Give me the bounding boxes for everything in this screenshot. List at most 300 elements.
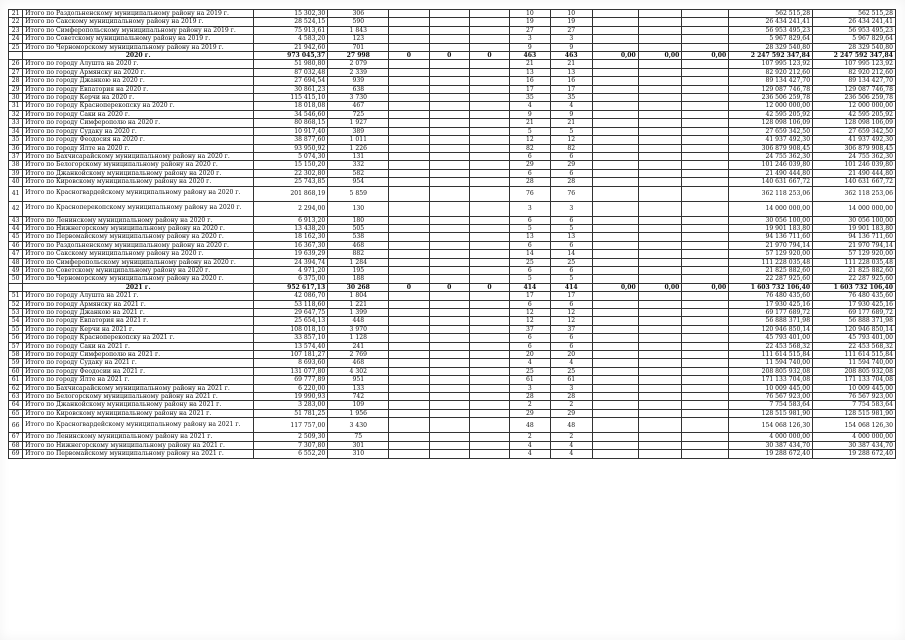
cell-col5 — [389, 136, 429, 144]
cell-residents: 882 — [328, 250, 389, 258]
cell-col7 — [469, 309, 509, 317]
cell-col7 — [469, 68, 509, 76]
cell-col10 — [593, 300, 639, 308]
cell-area: 4 971,20 — [254, 266, 328, 274]
cell-col11 — [638, 127, 682, 135]
cell-area: 15 302,30 — [254, 10, 328, 18]
cell-col5 — [389, 224, 429, 232]
cell-residents: 1 128 — [328, 334, 389, 342]
cell-buildings-total: 28 — [550, 178, 592, 186]
table-row — [9, 384, 896, 392]
cell-residents: 30 268 — [328, 283, 389, 291]
cell-cost: 128 098 106,09 — [729, 119, 813, 127]
data-table — [8, 9, 896, 459]
row-name: Итого по Ленинскому муниципальному району на 2021 г. — [23, 433, 254, 441]
cell-area: 13 438,20 — [254, 224, 328, 232]
cell-col5 — [389, 384, 429, 392]
table-row — [9, 250, 896, 258]
row-name: Итого по Советскому муниципальному району на 2019 г. — [23, 35, 254, 43]
cell-cost-total: 7 754 583,64 — [813, 401, 896, 409]
cell-col10 — [593, 94, 639, 102]
cell-cost: 111 228 035,48 — [729, 258, 813, 266]
table-row — [9, 43, 896, 51]
cell-col12 — [682, 300, 729, 308]
cell-buildings-total: 6 — [550, 152, 592, 160]
table-row — [9, 68, 896, 76]
cell-buildings: 2 — [510, 433, 550, 441]
cell-buildings-total: 61 — [550, 376, 592, 384]
cell-area: 42 086,70 — [254, 292, 328, 300]
cell-col5 — [389, 418, 429, 433]
cell-buildings: 17 — [510, 292, 550, 300]
cell-buildings: 5 — [510, 127, 550, 135]
cell-buildings: 4 — [510, 441, 550, 449]
cell-cost-total: 30 056 100,00 — [813, 216, 896, 224]
row-number: 47 — [9, 250, 23, 258]
cell-col6 — [429, 178, 469, 186]
cell-buildings-total: 25 — [550, 258, 592, 266]
cell-buildings-total: 19 — [550, 18, 592, 26]
cell-col12 — [682, 186, 729, 201]
cell-col11 — [638, 18, 682, 26]
cell-col12 — [682, 450, 729, 458]
row-name: 2021 г. — [23, 283, 254, 291]
cell-residents: 131 — [328, 152, 389, 160]
cell-col12 — [682, 119, 729, 127]
cell-buildings: 29 — [510, 161, 550, 169]
row-name: Итого по Раздольненскому муниципальному району на 2019 г. — [23, 10, 254, 18]
cell-col6 — [429, 201, 469, 216]
cell-cost: 89 134 427,70 — [729, 77, 813, 85]
cell-residents: 310 — [328, 450, 389, 458]
cell-col7 — [469, 351, 509, 359]
table-row — [9, 409, 896, 417]
row-number: 61 — [9, 376, 23, 384]
cell-area: 87 032,48 — [254, 68, 328, 76]
row-number: 49 — [9, 266, 23, 274]
cell-col12 — [682, 241, 729, 249]
cell-col11 — [638, 409, 682, 417]
table-row — [9, 136, 896, 144]
table-row — [9, 441, 896, 449]
row-number: 67 — [9, 433, 23, 441]
row-name: Итого по Ленинскому муниципальному району на 2020 г. — [23, 216, 254, 224]
cell-col10 — [593, 418, 639, 433]
cell-area: 115 415,10 — [254, 94, 328, 102]
cell-col12 — [682, 216, 729, 224]
cell-cost-total: 12 000 000,00 — [813, 102, 896, 110]
cell-residents: 954 — [328, 178, 389, 186]
row-name: Итого по городу Саки на 2020 г. — [23, 110, 254, 118]
cell-col10 — [593, 178, 639, 186]
cell-cost-total: 27 659 342,50 — [813, 127, 896, 135]
cell-col6 — [429, 309, 469, 317]
cell-area: 93 950,92 — [254, 144, 328, 152]
cell-buildings-total: 21 — [550, 60, 592, 68]
cell-col10 — [593, 275, 639, 283]
cell-buildings: 21 — [510, 119, 550, 127]
table-row — [9, 127, 896, 135]
cell-buildings: 5 — [510, 224, 550, 232]
cell-col6 — [429, 127, 469, 135]
cell-col12 — [682, 10, 729, 18]
cell-cost: 14 000 000,00 — [729, 201, 813, 216]
cell-col10 — [593, 110, 639, 118]
cell-col11 — [638, 317, 682, 325]
table-row — [9, 110, 896, 118]
table-row — [9, 241, 896, 249]
cell-buildings: 25 — [510, 367, 550, 375]
cell-residents: 582 — [328, 169, 389, 177]
cell-area: 107 181,27 — [254, 351, 328, 359]
cell-buildings-total: 17 — [550, 292, 592, 300]
cell-col10 — [593, 450, 639, 458]
row-name: Итого по городу Армянску на 2020 г. — [23, 68, 254, 76]
row-number: 41 — [9, 186, 23, 201]
cell-buildings-total: 82 — [550, 144, 592, 152]
cell-area: 6 913,20 — [254, 216, 328, 224]
cell-cost: 5 967 829,64 — [729, 35, 813, 43]
cell-cost-total: 76 567 923,00 — [813, 393, 896, 401]
cell-col6 — [429, 60, 469, 68]
table-row — [9, 119, 896, 127]
cell-buildings: 9 — [510, 110, 550, 118]
cell-area: 973 045,37 — [254, 52, 328, 60]
cell-cost: 27 659 342,50 — [729, 127, 813, 135]
table-row — [9, 169, 896, 177]
row-number: 25 — [9, 43, 23, 51]
row-name: Итого по городу Евпатория на 2021 г. — [23, 317, 254, 325]
cell-area: 75 913,61 — [254, 26, 328, 34]
cell-col5 — [389, 144, 429, 152]
cell-area: 28 524,15 — [254, 18, 328, 26]
cell-cost-total: 17 930 425,16 — [813, 300, 896, 308]
cell-cost: 17 930 425,16 — [729, 300, 813, 308]
row-name: Итого по Нижнегорскому муниципальному району на 2020 г. — [23, 224, 254, 232]
cell-cost: 56 888 371,98 — [729, 317, 813, 325]
cell-buildings: 13 — [510, 233, 550, 241]
cell-col7 — [469, 110, 509, 118]
cell-buildings-total: 3 — [550, 201, 592, 216]
cell-col11 — [638, 418, 682, 433]
cell-col11: 0,00 — [638, 52, 682, 60]
row-number: 23 — [9, 26, 23, 34]
cell-cost-total: 26 434 241,41 — [813, 18, 896, 26]
cell-col5 — [389, 35, 429, 43]
cell-col6 — [429, 441, 469, 449]
cell-col7: 0 — [469, 283, 509, 291]
cell-col7 — [469, 178, 509, 186]
row-name: Итого по Красноперекопскому муниципальному району на 2020 г. — [23, 201, 254, 216]
cell-buildings: 25 — [510, 258, 550, 266]
cell-col5 — [389, 367, 429, 375]
cell-buildings-total: 16 — [550, 77, 592, 85]
cell-col11 — [638, 325, 682, 333]
table-row — [9, 60, 896, 68]
cell-buildings-total: 13 — [550, 233, 592, 241]
row-number: 26 — [9, 60, 23, 68]
cell-residents: 130 — [328, 201, 389, 216]
row-number: 34 — [9, 127, 23, 135]
row-name: Итого по Джанкойскому муниципальному району на 2021 г. — [23, 401, 254, 409]
cell-buildings-total: 4 — [550, 450, 592, 458]
cell-cost-total: 128 098 106,09 — [813, 119, 896, 127]
cell-col10 — [593, 10, 639, 18]
table-row — [9, 376, 896, 384]
cell-col10 — [593, 393, 639, 401]
cell-col11 — [638, 144, 682, 152]
cell-col6 — [429, 94, 469, 102]
cell-cost-total: 10 009 445,00 — [813, 384, 896, 392]
cell-col10 — [593, 169, 639, 177]
table-row — [9, 367, 896, 375]
table-row — [9, 401, 896, 409]
cell-col6 — [429, 144, 469, 152]
cell-cost-total: 41 937 492,30 — [813, 136, 896, 144]
row-number: 21 — [9, 10, 23, 18]
cell-buildings-total: 4 — [550, 441, 592, 449]
cell-col7 — [469, 384, 509, 392]
cell-col6 — [429, 161, 469, 169]
cell-col11: 0,00 — [638, 283, 682, 291]
cell-cost: 57 129 920,00 — [729, 250, 813, 258]
cell-cost-total: 94 136 711,60 — [813, 233, 896, 241]
cell-col5 — [389, 119, 429, 127]
cell-col10 — [593, 258, 639, 266]
cell-col7 — [469, 152, 509, 160]
cell-buildings-total: 3 — [550, 35, 592, 43]
cell-col6 — [429, 433, 469, 441]
cell-col10 — [593, 351, 639, 359]
row-number: 68 — [9, 441, 23, 449]
cell-buildings-total: 12 — [550, 136, 592, 144]
row-number: 55 — [9, 325, 23, 333]
cell-col6 — [429, 450, 469, 458]
cell-col11 — [638, 201, 682, 216]
cell-area: 18 162,30 — [254, 233, 328, 241]
table-row — [9, 292, 896, 300]
row-name: Итого по городу Джанкою на 2020 г. — [23, 77, 254, 85]
cell-area: 24 394,74 — [254, 258, 328, 266]
cell-col12 — [682, 152, 729, 160]
cell-cost: 28 329 540,80 — [729, 43, 813, 51]
cell-buildings: 35 — [510, 94, 550, 102]
cell-col6 — [429, 351, 469, 359]
cell-cost-total: 1 603 732 106,40 — [813, 283, 896, 291]
cell-col7 — [469, 401, 509, 409]
cell-cost: 26 434 241,41 — [729, 18, 813, 26]
cell-col6 — [429, 384, 469, 392]
cell-buildings: 19 — [510, 18, 550, 26]
cell-col11 — [638, 258, 682, 266]
cell-buildings-total: 5 — [550, 275, 592, 283]
row-number: 43 — [9, 216, 23, 224]
cell-col12 — [682, 224, 729, 232]
cell-col7 — [469, 275, 509, 283]
cell-col12 — [682, 258, 729, 266]
cell-residents: 742 — [328, 393, 389, 401]
cell-cost: 107 995 123,92 — [729, 60, 813, 68]
cell-buildings: 3 — [510, 35, 550, 43]
cell-buildings-total: 6 — [550, 216, 592, 224]
cell-area: 952 617,13 — [254, 283, 328, 291]
cell-col5 — [389, 241, 429, 249]
cell-col11 — [638, 60, 682, 68]
cell-buildings-total: 28 — [550, 393, 592, 401]
cell-residents: 725 — [328, 110, 389, 118]
cell-col6 — [429, 68, 469, 76]
cell-col10 — [593, 161, 639, 169]
cell-cost: 19 901 183,80 — [729, 224, 813, 232]
cell-residents: 109 — [328, 401, 389, 409]
cell-col12 — [682, 376, 729, 384]
cell-area: 10 917,40 — [254, 127, 328, 135]
cell-buildings: 5 — [510, 275, 550, 283]
cell-col11 — [638, 216, 682, 224]
cell-col5 — [389, 152, 429, 160]
cell-residents: 3 970 — [328, 325, 389, 333]
cell-cost-total: 69 177 689,72 — [813, 309, 896, 317]
cell-col5 — [389, 266, 429, 274]
table-row — [9, 309, 896, 317]
cell-residents: 3 730 — [328, 94, 389, 102]
cell-col11 — [638, 450, 682, 458]
cell-residents: 1 399 — [328, 309, 389, 317]
cell-col6 — [429, 102, 469, 110]
cell-buildings-total: 35 — [550, 94, 592, 102]
row-number: 24 — [9, 35, 23, 43]
cell-col10 — [593, 266, 639, 274]
cell-col10 — [593, 144, 639, 152]
cell-col12 — [682, 433, 729, 441]
cell-col6 — [429, 334, 469, 342]
cell-col10 — [593, 201, 639, 216]
cell-col10 — [593, 102, 639, 110]
row-name: Итого по Первомайскому муниципальному району на 2020 г. — [23, 233, 254, 241]
cell-col5 — [389, 216, 429, 224]
cell-cost-total: 2 247 592 347,84 — [813, 52, 896, 60]
cell-col12 — [682, 233, 729, 241]
cell-col5 — [389, 441, 429, 449]
cell-col10 — [593, 35, 639, 43]
table-row — [9, 300, 896, 308]
cell-col5 — [389, 401, 429, 409]
cell-cost: 562 515,28 — [729, 10, 813, 18]
cell-residents: 2 079 — [328, 60, 389, 68]
cell-col7 — [469, 26, 509, 34]
row-name: Итого по Нижнегорскому муниципальному району на 2021 г. — [23, 441, 254, 449]
cell-col10 — [593, 186, 639, 201]
cell-residents: 5 859 — [328, 186, 389, 201]
cell-col11 — [638, 94, 682, 102]
cell-buildings: 16 — [510, 77, 550, 85]
cell-col5 — [389, 169, 429, 177]
cell-cost-total: 562 515,28 — [813, 10, 896, 18]
cell-buildings-total: 21 — [550, 119, 592, 127]
cell-col7 — [469, 94, 509, 102]
row-name: Итого по Симферопольскому муниципальному району на 2020 г. — [23, 258, 254, 266]
cell-residents: 1 956 — [328, 409, 389, 417]
cell-col11 — [638, 26, 682, 34]
cell-col5 — [389, 60, 429, 68]
cell-area: 27 694,54 — [254, 77, 328, 85]
cell-buildings: 37 — [510, 325, 550, 333]
cell-cost-total: 30 387 434,70 — [813, 441, 896, 449]
cell-col12 — [682, 275, 729, 283]
cell-col12 — [682, 309, 729, 317]
cell-col5 — [389, 102, 429, 110]
cell-col5 — [389, 258, 429, 266]
cell-area: 2 294,00 — [254, 201, 328, 216]
cell-cost: 21 825 882,60 — [729, 266, 813, 274]
cell-cost: 7 754 583,64 — [729, 401, 813, 409]
cell-cost-total: 82 920 212,60 — [813, 68, 896, 76]
cell-cost: 111 614 515,84 — [729, 351, 813, 359]
cell-col11 — [638, 367, 682, 375]
cell-residents: 701 — [328, 43, 389, 51]
row-number: 51 — [9, 292, 23, 300]
cell-cost-total: 4 000 000,00 — [813, 433, 896, 441]
cell-col12 — [682, 351, 729, 359]
cell-residents: 241 — [328, 342, 389, 350]
row-number: 30 — [9, 94, 23, 102]
table-row — [9, 85, 896, 93]
cell-col12 — [682, 418, 729, 433]
cell-col12: 0,00 — [682, 52, 729, 60]
table-row — [9, 450, 896, 458]
cell-col12 — [682, 102, 729, 110]
cell-col6 — [429, 367, 469, 375]
cell-residents: 75 — [328, 433, 389, 441]
cell-col5 — [389, 300, 429, 308]
cell-residents: 1 284 — [328, 258, 389, 266]
table-row — [9, 94, 896, 102]
table-row — [9, 342, 896, 350]
cell-col10 — [593, 367, 639, 375]
row-number: 39 — [9, 169, 23, 177]
cell-col5 — [389, 433, 429, 441]
cell-col5 — [389, 18, 429, 26]
cell-col10 — [593, 216, 639, 224]
row-number: 37 — [9, 152, 23, 160]
row-number: 35 — [9, 136, 23, 144]
cell-col6 — [429, 258, 469, 266]
cell-col11 — [638, 43, 682, 51]
cell-col7 — [469, 169, 509, 177]
cell-buildings: 6 — [510, 334, 550, 342]
cell-col5 — [389, 10, 429, 18]
cell-cost-total: 22 453 568,32 — [813, 342, 896, 350]
cell-residents: 590 — [328, 18, 389, 26]
cell-col11 — [638, 342, 682, 350]
cell-col7 — [469, 136, 509, 144]
table-row — [9, 224, 896, 232]
row-number: 31 — [9, 102, 23, 110]
row-name: Итого по городу Евпатория на 2020 г. — [23, 85, 254, 93]
cell-col10: 0,00 — [593, 52, 639, 60]
row-number: 33 — [9, 119, 23, 127]
cell-col11 — [638, 250, 682, 258]
cell-residents: 468 — [328, 241, 389, 249]
cell-area: 22 302,80 — [254, 169, 328, 177]
row-name: Итого по Белогорскому муниципальному району на 2020 г. — [23, 161, 254, 169]
cell-col10: 0,00 — [593, 283, 639, 291]
table-row-year-total — [9, 283, 896, 291]
table-row — [9, 275, 896, 283]
cell-area: 25 743,85 — [254, 178, 328, 186]
cell-col11 — [638, 136, 682, 144]
cell-col6 — [429, 10, 469, 18]
